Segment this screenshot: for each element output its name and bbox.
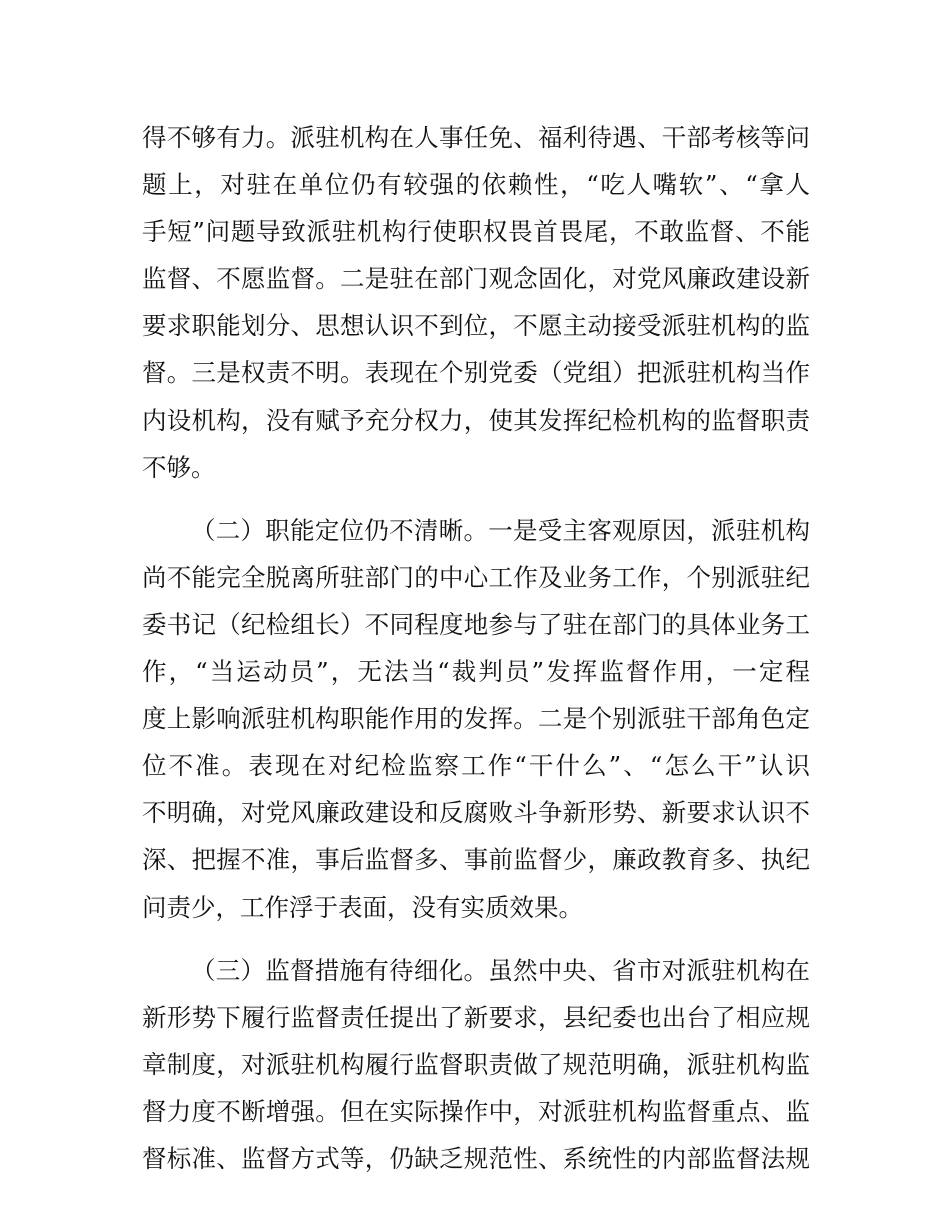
text-line: 尚不能完全脱离所驻部门的中心工作及业务工作，个别派驻纪: [142, 562, 810, 592]
text-line: 度上影响派驻机构职能作用的发挥。二是个别派驻干部角色定: [142, 704, 810, 734]
text-line: 督。三是权责不明。表现在个别党委（党组）把派驻机构当作: [142, 358, 810, 388]
text-line: 章制度，对派驻机构履行监督职责做了规范明确，派驻机构监: [142, 1049, 810, 1079]
text-line: 委书记（纪检组长）不同程度地参与了驻在部门的具体业务工: [142, 609, 810, 639]
text-line: 新形势下履行监督责任提出了新要求，县纪委也出台了相应规: [142, 1002, 810, 1032]
text-line: 督力度不断增强。但在实际操作中，对派驻机构监督重点、监: [142, 1096, 810, 1126]
text-line: 位不准。表现在对纪检监察工作“干什么”、“怎么干”认识: [142, 751, 810, 781]
text-line: 内设机构，没有赋予充分权力，使其发挥纪检机构的监督职责: [142, 405, 810, 435]
text-line: 深、把握不准，事后监督多、事前监督少，廉政教育多、执纪: [142, 845, 810, 875]
text-line: 作，“当运动员”，无法当“裁判员”发挥监督作用，一定程: [142, 657, 810, 687]
text-line: 得不够有力。派驻机构在人事任免、福利待遇、干部考核等问: [142, 123, 810, 152]
text-line: 题上，对驻在单位仍有较强的依赖性，“吃人嘴软”、“拿人: [142, 170, 810, 200]
text-line: 问责少，工作浮于表面，没有实质效果。: [142, 892, 583, 922]
paragraph-1: [142, 114, 810, 491]
section-heading-line: （二）职能定位仍不清晰。一是受主客观原因，派驻机构: [191, 515, 810, 545]
text-line: 手短”问题导致派驻机构行使职权畏首畏尾，不敢监督、不能: [142, 217, 810, 247]
text-line: 不够。: [142, 452, 216, 482]
paragraph-2: [142, 507, 810, 931]
paragraph-spacer: [142, 491, 810, 507]
text-line: 不明确，对党风廉政建设和反腐败斗争新形势、新要求认识不: [142, 798, 810, 828]
text-line: 监督、不愿监督。二是驻在部门观念固化，对党风廉政建设新: [142, 264, 810, 294]
section-heading-line: （三）监督措施有待细化。虽然中央、省市对派驻机构在: [191, 955, 810, 985]
paragraph-3: [142, 947, 810, 1182]
document-body: [142, 114, 810, 1182]
text-line: 要求职能划分、思想认识不到位，不愿主动接受派驻机构的监: [142, 311, 810, 341]
text-line: 督标准、监督方式等，仍缺乏规范性、系统性的内部监督法规: [142, 1143, 810, 1173]
paragraph-spacer: [142, 931, 810, 947]
